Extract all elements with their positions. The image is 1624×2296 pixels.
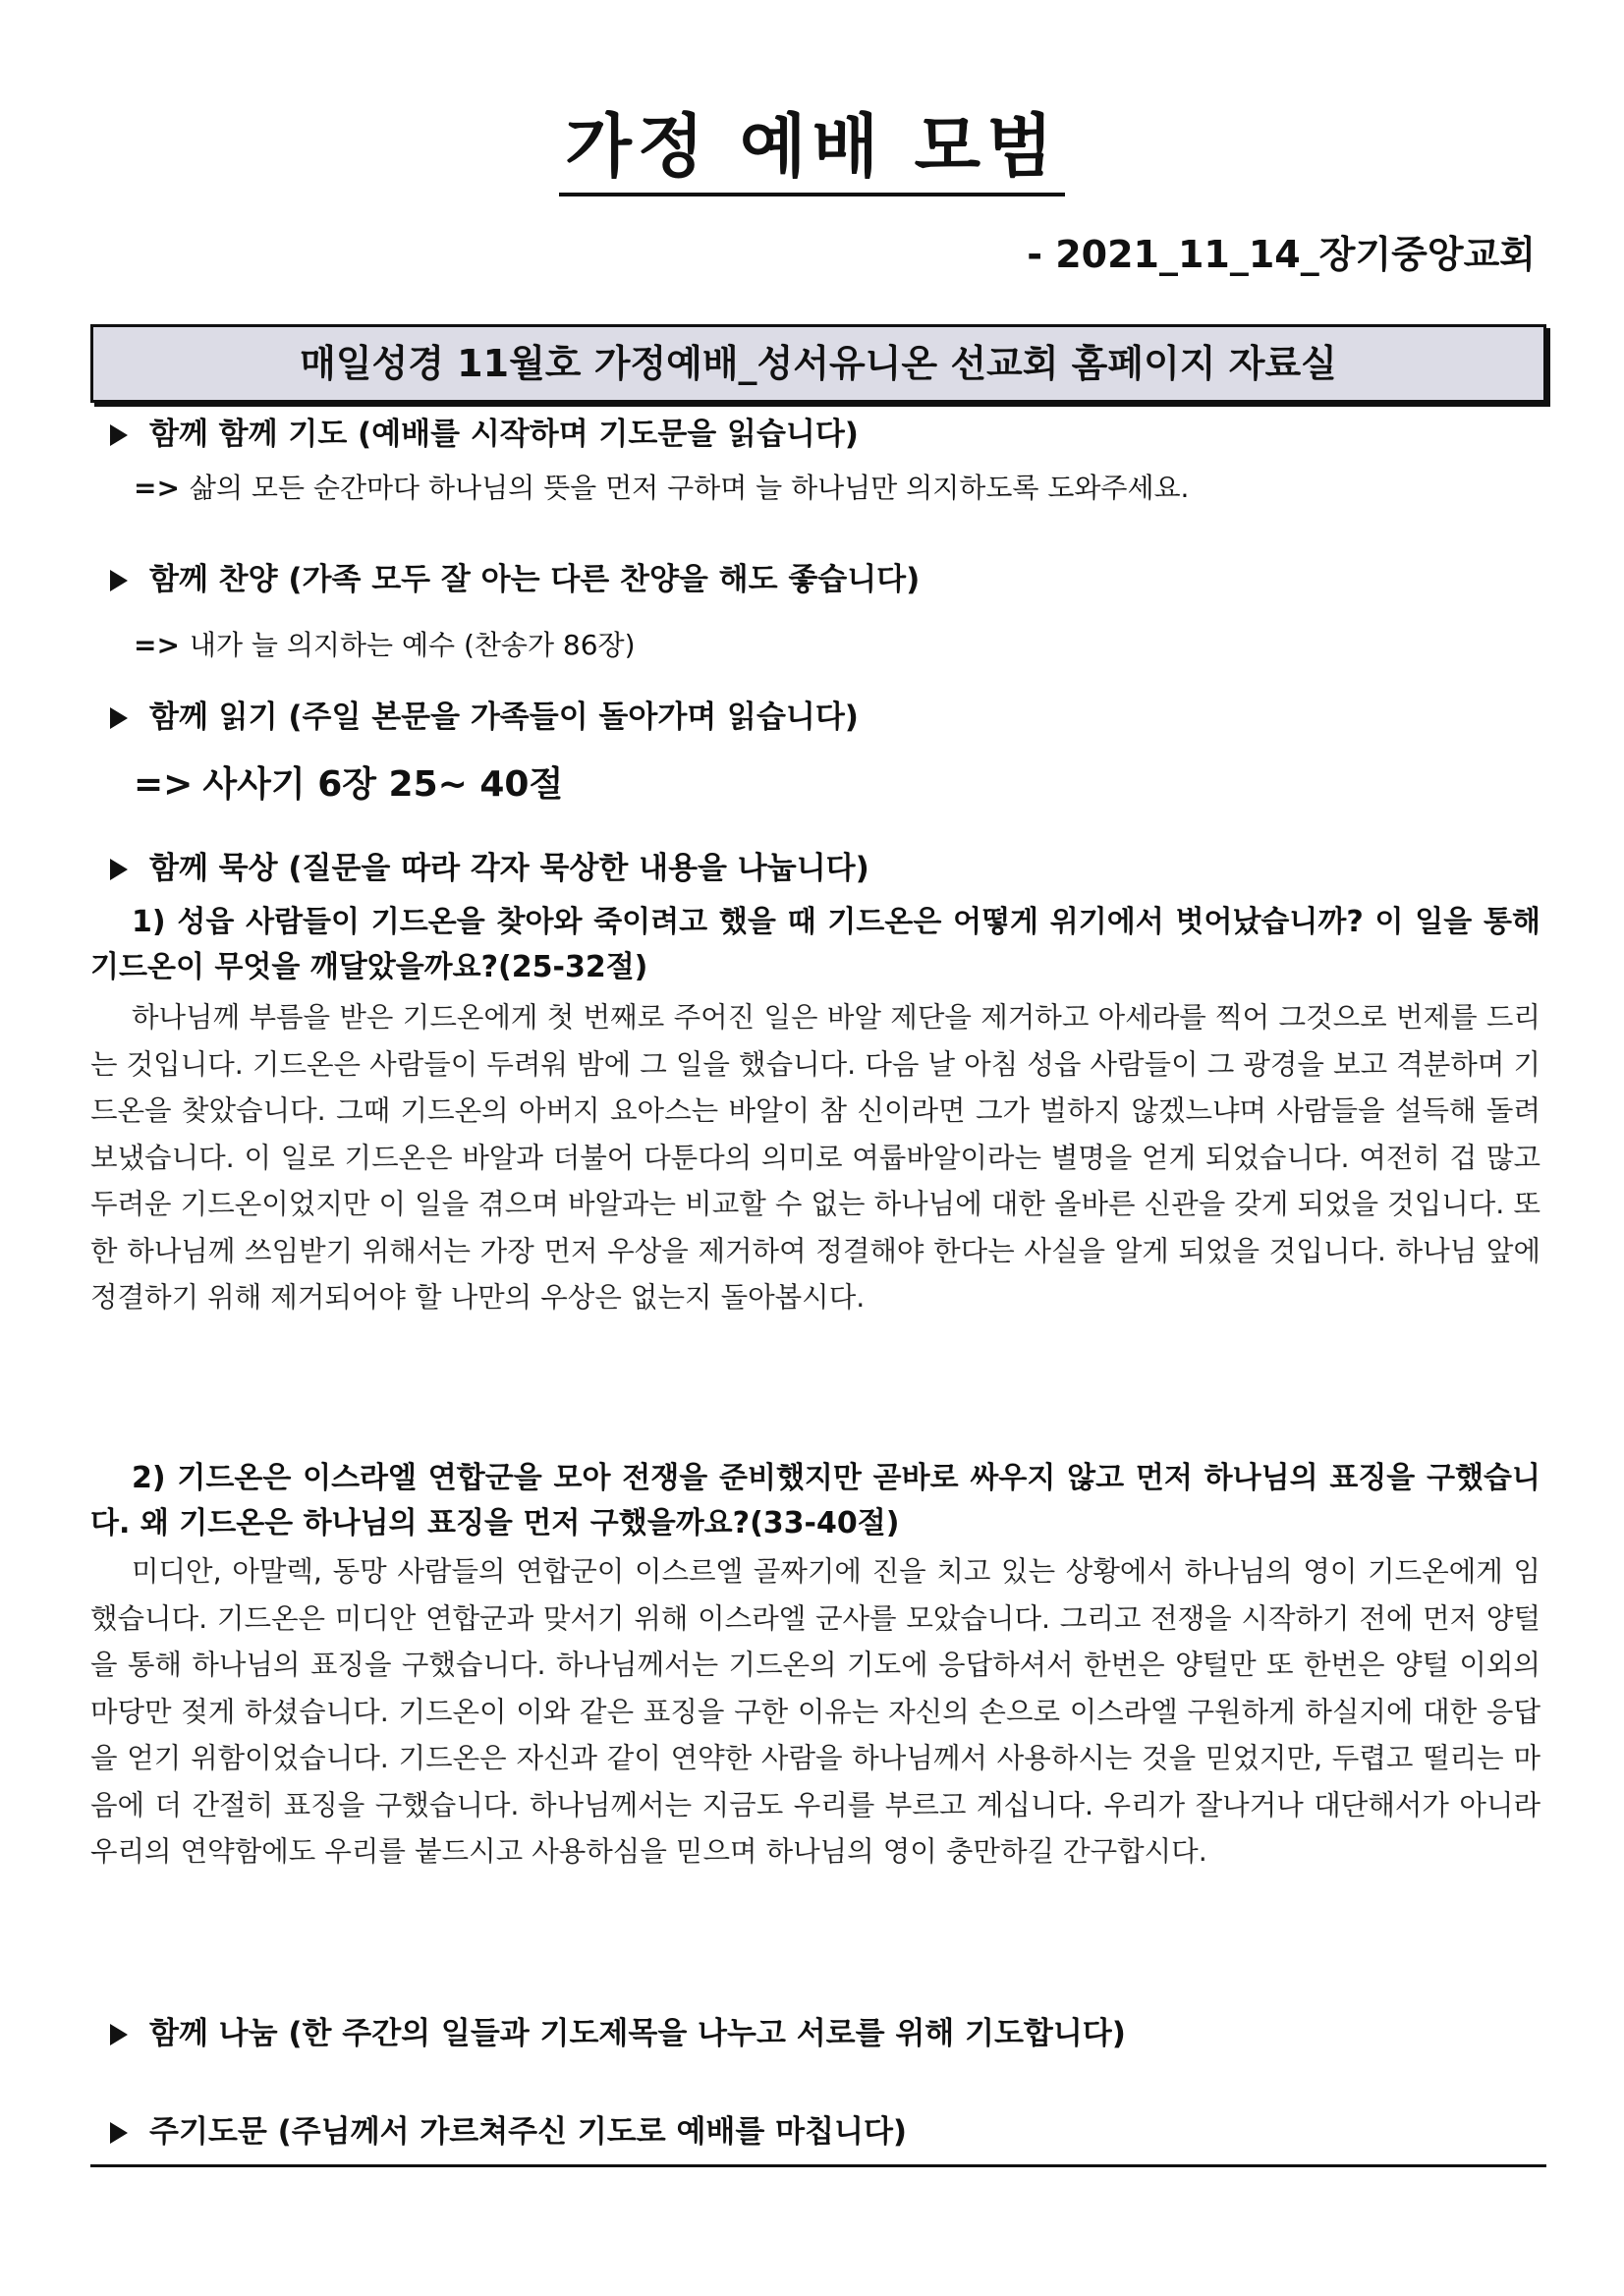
answer-text: 내가 늘 의지하는 예수 (찬송가 86장) <box>189 629 636 661</box>
heading-text: 함께 묵상 (질문을 따라 각자 묵상한 내용을 나눕니다) <box>149 851 869 886</box>
triangle-bullet-icon <box>110 2122 128 2144</box>
heading-text: 함께 읽기 (주일 본문을 가족들이 돌아가며 읽습니다) <box>149 700 859 735</box>
heading-text: 함께 나눔 (한 주간의 일들과 기도제목을 나누고 서로를 위해 기도합니다) <box>149 2016 1126 2051</box>
bottom-divider <box>90 2164 1546 2167</box>
triangle-bullet-icon <box>110 707 128 729</box>
triangle-bullet-icon <box>110 2024 128 2045</box>
question-1: 1) 성읍 사람들이 기드온을 찾아와 죽이려고 했을 때 기드온은 어떻게 위기에서 벗어났습니까? 이 일을 통해 기드온이 무엇을 깨달았을까요?(25-32절) <box>90 905 1540 984</box>
dateline: - 2021_11_14_장기중앙교회 <box>1027 233 1536 276</box>
prayer-answer <box>134 468 1189 509</box>
section-heading-reading <box>110 696 859 739</box>
question-2: 2) 기드온은 이스라엘 연합군을 모아 전쟁을 준비했지만 곧바로 싸우지 않고 먼저 하나님의 표징을 구했습니다. 왜 기드온은 하나님의 표징을 먼저 구했을까요?(33-40절) <box>90 1461 1540 1540</box>
section-heading-meditation <box>110 847 869 890</box>
triangle-bullet-icon <box>110 859 128 880</box>
reading-answer <box>134 760 563 810</box>
section-heading-sharing <box>110 2012 1126 2055</box>
praise-answer <box>134 625 636 666</box>
answer-paragraph-2: 미디안, 아말렉, 동망 사람들의 연합군이 이스르엘 골짜기에 진을 치고 있는 상황에서 하나님의 영이 기드온에게 임했습니다. 기드온은 미디안 연합군과 맞서기 위해 이스라엘 군사를 모았습니다. 그리고 전쟁을 시작하기 전에 먼저 양털을 통해 하나님의 표징을 구했습니다. 하나님께서는 기드온의 기도에 응답하셔서 한번은 양털만 또 한번은 양털 이외의 마당만 젖게 하셨습니다. 기드온이 이와 같은 표징을 구한 이유는 자신의 손으로 이스라엘 구원하게 하실지에 대한 응답을 얻기 위함이었습니다. 기드온은 자신과 같이 연약한 사람을 하나님께서 사용하시는 것을 믿었지만, 두렵고 떨리는 마음에 더 간절히 표징을 구했습니다. 하나님께서는 지금도 우리를 부르고 계십니다. 우리가 잘나거나 대단해서가 아니라 우리의 연약함에도 우리를 붙드시고 사용하심을 믿으며 하나님의 영이 충만하길 간구합시다. <box>90 1555 1540 1868</box>
answer-paragraph-1: 하나님께 부름을 받은 기드온에게 첫 번째로 주어진 일은 바알 제단을 제거하고 아세라를 찍어 그것으로 번제를 드리는 것입니다. 기드온은 사람들이 두려워 밤에 그 일을 했습니다. 다음 날 아침 성읍 사람들이 그 광경을 보고 격분하며 기드온을 찾았습니다. 그때 기드온의 아버지 요아스는 바알이 참 신이라면 그가 벌하지 않겠느냐며 사람들을 설득해 돌려보냈습니다. 이 일로 기드온은 바알과 더불어 다툰다의 의미로 여룹바알이라는 별명을 얻게 되었습니다. 여전히 겁 많고 두려운 기드온이었지만 이 일을 겪으며 바알과는 비교할 수 없는 하나님에 대한 올바른 신관을 갖게 되었을 것입니다. 또한 하나님께 쓰임받기 위해서는 가장 먼저 우상을 제거하여 정결해야 한다는 사실을 알게 되었을 것입니다. 하나님 앞에 정결하기 위해 제거되어야 할 나만의 우상은 없는지 돌아봅시다. <box>90 1001 1540 1314</box>
heading-text: 함께 함께 기도 (예배를 시작하며 기도문을 읽습니다) <box>149 417 859 452</box>
heading-text: 주기도문 (주님께서 가르쳐주신 기도로 예배를 마칩니다) <box>149 2114 908 2150</box>
page-title: 가정 예배 모범 <box>0 102 1624 196</box>
section-heading-praise <box>110 558 920 601</box>
triangle-bullet-icon <box>110 424 128 446</box>
answer-text: 사사기 6장 25~ 40절 <box>202 764 564 805</box>
answer-text: 삶의 모든 순간마다 하나님의 뜻을 먼저 구하며 늘 하나님만 의지하도록 도와주세요. <box>189 472 1190 504</box>
section-heading-lords-prayer <box>110 2110 907 2154</box>
arrow-icon: => <box>134 764 194 805</box>
arrow-icon: => <box>134 472 180 504</box>
arrow-icon: => <box>134 629 180 661</box>
heading-text: 함께 찬양 (가족 모두 잘 아는 다른 찬양을 해도 좋습니다) <box>149 562 921 597</box>
section-heading-prayer <box>110 413 859 456</box>
header-box: 매일성경 11월호 가정예배_성서유니온 선교회 홈페이지 자료실 <box>90 324 1546 403</box>
triangle-bullet-icon <box>110 570 128 591</box>
